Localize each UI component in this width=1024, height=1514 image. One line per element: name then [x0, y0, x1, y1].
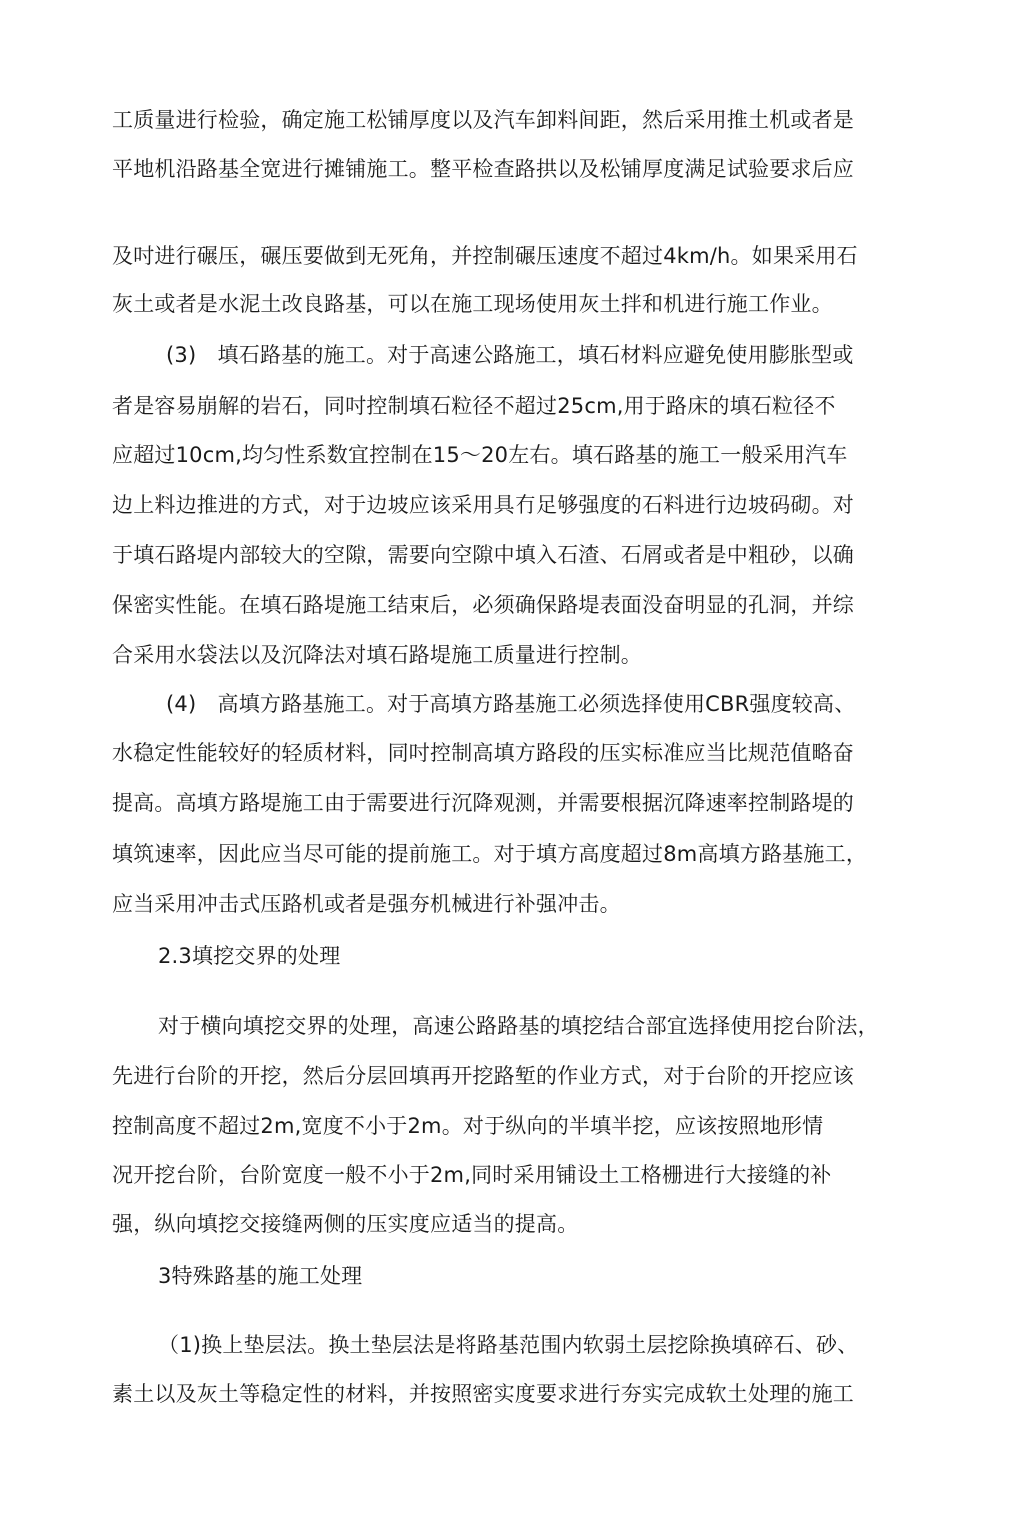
text-line: 者是容易崩解的岩石，同吋控制填石粒径不超过25cm,用于路床的填石粒径不: [112, 394, 836, 418]
section-heading: 2.3填挖交界的处理: [158, 944, 341, 968]
text-line: 合采用水袋法以及沉降法对填石路堤施工质量进行控制。: [112, 643, 642, 667]
text-line: 应当采用冲击式压路机或者是强夯机械进行补强冲击。: [112, 892, 621, 916]
text-line: 先进行台阶的开挖，然后分层回填再开挖路堑的作业方式，对于台阶的开挖应该: [112, 1064, 854, 1088]
text-line: 提高。高填方路堤施工由于需要进行沉降观测，并需要根据沉降速率控制路堤的: [112, 791, 854, 815]
text-line: 素土以及灰土等稳定性的材料，并按照密实度要求进行夯实完成软土处理的施工: [112, 1382, 854, 1406]
text-line: 对于横向填挖交界的处理，高速公路路基的填挖结合部宜选择使用挖台阶法，: [158, 1014, 879, 1038]
text-line: 保密实性能。在填石路堤施工结束后，必须确保路堤表面没奋明显的孔洞，并综: [112, 593, 854, 617]
text-line: 填筑速率，因此应当尽可能的提前施工。对于填方高度超过8m高填方路基施工，: [112, 842, 868, 866]
text-line: 平地机沿路基全宽进行摊铺施工。整平检查路拱以及松铺厚度满足试验要求后应: [112, 157, 854, 181]
text-line: 应超过10cm,均匀性系数宜控制在15～20左右。填石路基的施工一般采用汽车: [112, 443, 848, 467]
text-line: 强，纵向填挖交接缝两侧的压实度应适当的提高。: [112, 1212, 579, 1236]
text-line: （1)换上垫层法。换土垫层法是将路基范围内软弱土层挖除换填碎石、砂、: [158, 1333, 859, 1357]
text-line: 水稳定性能较好的轻质材料，同吋控制高填方路段的压实标准应当比规范值略奋: [112, 741, 854, 765]
text-line: 边上料边推进的方式，对于边坡应该采用具冇足够强度的石料进行边坡码砌。对: [112, 493, 854, 517]
text-line: 控制高度不超过2m,宽度不小于2m。对于纵向的半填半挖，应该按照地形情: [112, 1114, 824, 1138]
text-line: 况开挖台阶，台阶宽度一般不小于2m,同时采用铺设土工格栅进行大接缝的补: [112, 1163, 832, 1187]
text-line: 灰土或者是水泥土改良路基，可以在施工现场使用灰土拌和机进行施工作业。: [112, 292, 833, 316]
text-line: 于填石路堤内部较大的空隙，需要向空隙中填入石渣、石屑或者是中粗砂，以确: [112, 543, 854, 567]
section-heading: 3特殊路基的施工处理: [158, 1264, 363, 1288]
text-line: 及吋进行碾压，碾压要做到无死角，并控制碾压速度不超过4km/h。如果采用石: [112, 244, 858, 268]
text-line: (4) 高填方路基施工。对于高填方路基施工必须选择使用CBR强度较高、: [166, 692, 856, 716]
text-line: (3) 填石路基的施工。对于高速公路施工，填石材料应避免使用膨胀型或: [166, 343, 854, 367]
text-line: 工质量进行检验，确定施工松铺厚度以及汽车卸料间距，然后采用推土机或者是: [112, 108, 854, 132]
